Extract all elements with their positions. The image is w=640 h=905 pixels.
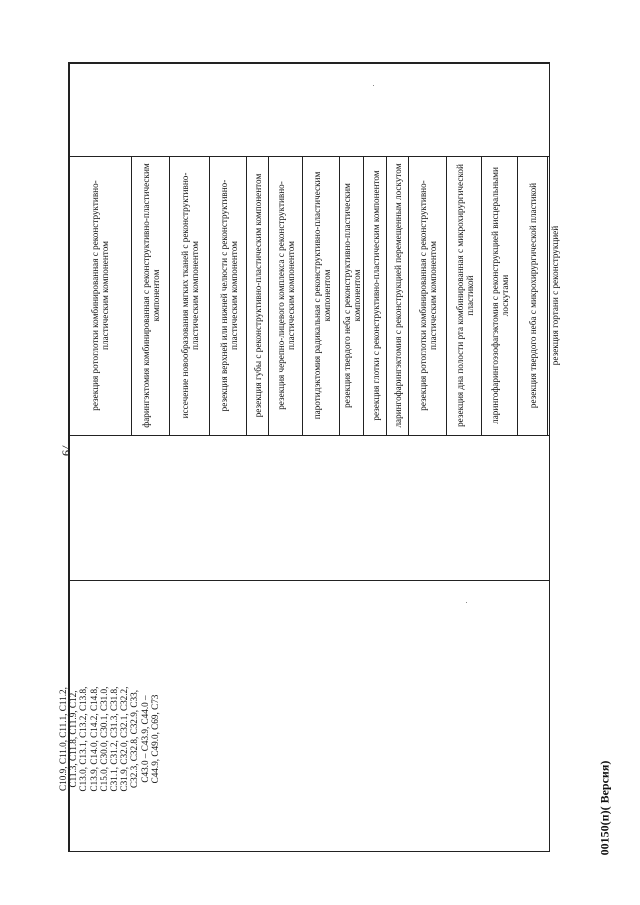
procedure-text: резекция черепно-лицевого комплекса с реконструктивно-пластическим компонентом	[276, 181, 296, 410]
procedure-cell	[268, 156, 302, 435]
procedure-column	[69, 156, 560, 435]
procedure-cell	[209, 156, 246, 435]
procedure-text: иссечение новообразования мягких тканей с реконструктивно-пластическим компонентом	[180, 172, 200, 419]
procedure-text: резекция глотки с реконструктивно-пластическим компонентом	[370, 170, 381, 421]
procedure-cell	[131, 156, 169, 435]
scan-dot	[373, 85, 374, 86]
diagnosis-codes-cell	[57, 580, 549, 852]
column-divider	[69, 435, 549, 436]
page-number: 79	[59, 444, 74, 456]
procedure-cell	[169, 156, 209, 435]
procedure-text: ларингофарингоэзофагэктомия с реконструкцией висцеральными лоскутами	[490, 167, 510, 424]
procedure-cell	[302, 156, 339, 435]
scan-dot	[466, 602, 467, 603]
procedure-text: резекция дна полости рта комбинированная с микрохирургической пластикой	[454, 164, 475, 427]
procedure-text: резекция верхней или нижней челюсти с реконструктивно-пластическим компонентом	[218, 179, 239, 412]
procedure-text: паротидэктомия радикальная с реконструктивно-пластическим компонентом	[311, 171, 332, 420]
procedure-cell	[69, 156, 131, 435]
procedure-cell	[517, 156, 547, 435]
procedure-text: резекция ротоглотки комбинированная с реконструктивно-пластическим компонентом	[418, 180, 438, 411]
procedure-text: резекция ротоглотки комбинированная с реконструктивно-пластическим компонентом	[90, 180, 110, 411]
footer-text: 00150(п)( Версия)	[597, 760, 612, 856]
procedure-cell	[408, 156, 446, 435]
procedure-text: ларингофарингэктомия с реконструкцией перемещенным лоскутом	[393, 163, 403, 428]
procedure-cell	[481, 156, 517, 435]
procedure-cell	[363, 156, 386, 435]
diagnosis-codes: C10.9, C11.0, C11.1, C11.2, C11.3, C11.8, C11.9, C12, C13.0, C13.1, C13.2, C13.8, C13.9, C14.0, C14.2, C14.8, C15.0, C30.0, C30.1, C31.0, C31.1, C31.2, C31.3, C31.8, C31.9, C32.0, C32.1, C32.2, C32.3, C32.8, C32.9, C33, C43.0 – C43.9, C44.0 – C44.9, C49.0, C69, C73	[57, 686, 160, 792]
procedure-text: резекция гортани с реконструкцией	[550, 225, 560, 366]
column-divider	[69, 63, 549, 64]
procedure-cell	[339, 156, 363, 435]
procedure-text: резекция твердого неба с микрохирургической пластикой	[528, 182, 538, 409]
procedure-text: резекция твердого неба с реконструктивно-пластическим компонентом	[342, 183, 362, 408]
procedure-cell	[446, 156, 481, 435]
procedure-text: резекция губы с реконструктивно-пластическим компонентом	[253, 173, 263, 418]
procedure-cell	[246, 156, 268, 435]
procedure-cell	[386, 156, 408, 435]
procedure-cell	[547, 156, 561, 435]
procedure-text: фарингэктомия комбинированная с реконструктивно-пластическим компонентом	[141, 163, 161, 428]
